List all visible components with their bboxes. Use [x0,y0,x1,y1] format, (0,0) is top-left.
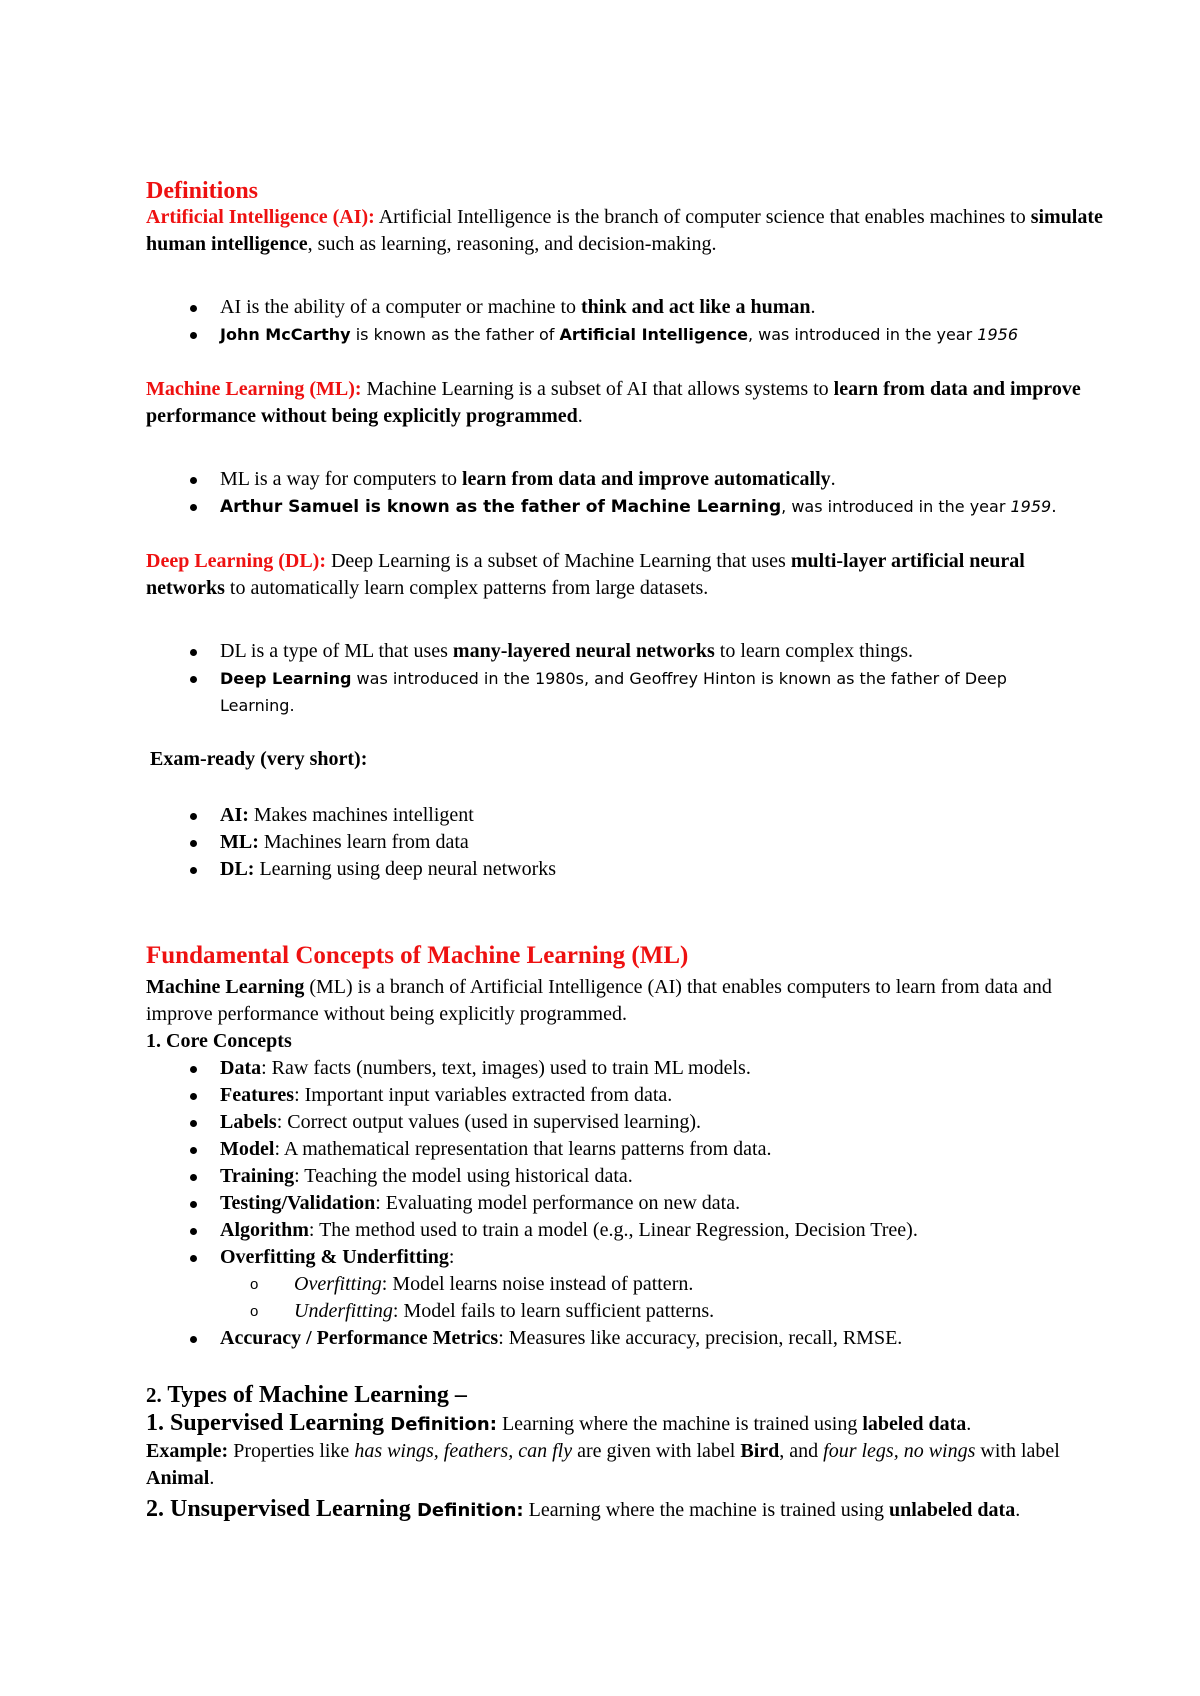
unsupervised-heading: 2. Unsupervised Learning [146,1496,411,1522]
exam-list [146,802,1106,883]
ml-bold: learn from data and improve performance without being explicitly programmed [146,378,1081,427]
core-item [146,1055,1106,1082]
ml-b2-text: , was introduced in the year [781,497,1011,516]
ml-bullet-1 [146,466,1106,493]
dl-text-2: to automatically learn complex patterns from large datasets. [224,577,709,599]
supervised-block [146,1408,1106,1492]
ai-text-2: , such as learning, reasoning, and decision-making. [307,233,717,255]
exam-desc: Makes machines intelligent [248,804,474,826]
core-desc: : Important input variables extracted from data. [294,1084,673,1106]
fundamentals-heading: Fundamental Concepts of Machine Learning (ML) [146,942,689,969]
exam-desc: Learning using deep neural networks [254,858,557,880]
ml-b1-bold: learn from data and improve automatically [461,468,831,490]
core-desc: : Correct output values (used in supervised learning). [276,1111,702,1133]
types-heading [146,1380,1106,1410]
ai-label: Artificial Intelligence (AI): [146,206,375,228]
exam-term: DL: [220,858,255,880]
ai-b2-text-2: , was introduced in the year [747,325,978,344]
dl-bold: multi-layer artificial neural networks [146,550,1025,599]
core-desc: : The method used to train a model (e.g., Linear Regression, Decision Tree). [308,1219,918,1241]
core-item [146,1136,1106,1163]
ml-b1-text: ML is a way for computers to [220,468,462,490]
example-italic-2: four legs, no wings [823,1440,976,1462]
example-text-4: with label [975,1440,1060,1462]
ai-b1-end: . [810,296,816,318]
ai-bullet-1 [146,294,1106,321]
core-item [146,1325,1106,1352]
core-term: Model [220,1138,275,1160]
supervised-heading: 1. Supervised Learning [146,1410,385,1436]
dl-b2-bold: Deep Learning [220,669,352,688]
core-term: Algorithm [220,1219,309,1241]
ml-b2-year: 1959 [1010,497,1052,516]
dl-bullets [146,638,1076,719]
dl-label: Deep Learning (DL): [146,550,326,572]
ai-bold: simulate human intelligence [146,206,1103,255]
definitions-heading: Definitions [146,178,259,204]
ml-b1-end: . [830,468,836,490]
core-concepts-heading: 1. Core Concepts [146,1030,292,1052]
fit-desc: : Model learns noise instead of pattern. [381,1273,694,1295]
unsupervised-def-text: Learning where the machine is trained using [523,1499,890,1521]
ai-bullet-2 [146,321,1106,348]
dl-b1-bold: many-layered neural networks [452,640,715,662]
core-term: Testing/Validation [220,1192,376,1214]
example-text-2: are given with label [572,1440,741,1462]
core-desc: : Teaching the model using historical data. [294,1165,633,1187]
example-label: Example: [146,1440,229,1462]
core-item [146,1082,1106,1109]
fit-term: Overfitting [294,1273,382,1295]
core-term: Data [220,1057,262,1079]
metrics-desc: : Measures like accuracy, precision, recall, RMSE. [498,1327,903,1349]
ml-b2-end: . [1051,497,1057,517]
fit-desc: : Model fails to learn sufficient patterns. [392,1300,715,1322]
ml-label: Machine Learning (ML): [146,378,362,400]
ml-b2-bold: Arthur Samuel is known as the father of Machine Learning [220,497,782,517]
supervised-def-text: Learning where the machine is trained using [496,1413,863,1435]
example-end: . [209,1467,215,1489]
ai-b2-text-1: is known as the father of [350,325,560,344]
ai-b2-bold-1: John McCarthy [220,325,351,344]
dl-b1-text: DL is a type of ML that uses [220,640,453,662]
core-desc: : A mathematical representation that learns patterns from data. [274,1138,772,1160]
exam-item [146,856,1106,883]
core-item [146,1217,1106,1244]
ai-bullets [146,294,1106,348]
ai-b1-text: AI is the ability of a computer or machine to [220,296,582,318]
example-bold-2: Animal [146,1467,210,1489]
ml-paragraph [146,376,1106,430]
unsupervised-block [146,1494,1106,1524]
dl-bullet-2 [146,665,1076,719]
ml-text-1: Machine Learning is a subset of AI that allows systems to [361,378,834,400]
intro-bold: Machine Learning [146,976,305,998]
core-term: Features [220,1084,295,1106]
core-item [146,1163,1106,1190]
ai-paragraph [146,204,1106,258]
ai-b2-year: 1956 [977,325,1018,344]
core-item [146,1190,1106,1217]
core-desc: : Raw facts (numbers, text, images) used to train ML models. [261,1057,751,1079]
exam-desc: Machines learn from data [258,831,469,853]
supervised-def-label: Definition: [384,1414,497,1435]
fit-term: Underfitting [294,1300,393,1322]
ai-b1-bold: think and act like a human [581,296,811,318]
dl-bullet-1 [146,638,1076,665]
dl-b1-end: to learn complex things. [714,640,914,662]
supervised-def-end: . [966,1413,972,1435]
example-bold-1: Bird [740,1440,780,1462]
core-desc: : Evaluating model performance on new data. [375,1192,741,1214]
ml-bullet-2 [146,493,1106,521]
core-item [146,1244,1106,1271]
dl-b2-text: was introduced in the 1980s, and Geoffrey Hinton is known as the father of Deep Learning. [220,669,1007,715]
unsupervised-def-bold: unlabeled data [889,1499,1016,1521]
metrics-term: Accuracy / Performance Metrics [220,1327,499,1349]
ai-text-1: Artificial Intelligence is the branch of computer science that enables machines to [374,206,1031,228]
example-italic-1: has wings, feathers, can fly [354,1440,573,1462]
dl-text-1: Deep Learning is a subset of Machine Learning that uses [325,550,791,572]
supervised-def-bold: labeled data [862,1413,967,1435]
fit-item [146,1298,1106,1325]
ai-b2-bold-2: Artificial Intelligence [559,325,748,344]
unsupervised-def-end: . [1015,1499,1021,1521]
types-title: Types of Machine Learning – [161,1382,467,1408]
core-term: Labels [220,1111,277,1133]
ml-bullets [146,466,1106,521]
core-term: Overfitting & Underfitting [220,1246,449,1268]
exam-heading: Exam-ready (very short): [150,748,368,770]
exam-term: AI: [220,804,249,826]
core-term: Training [220,1165,295,1187]
fundamentals-intro [146,974,1106,1028]
exam-item [146,829,1106,856]
example-text-3: , and [779,1440,824,1462]
core-concepts-list [146,1055,1106,1352]
exam-term: ML: [220,831,259,853]
core-item [146,1109,1106,1136]
exam-item [146,802,1106,829]
intro-text: (ML) is a branch of Artificial Intelligence (AI) that enables computers to learn from data and improve performance without being explicitly programmed. [146,976,1052,1025]
core-desc: : [448,1246,455,1268]
example-text-1: Properties like [228,1440,355,1462]
fit-item [146,1271,1106,1298]
ml-text-2: . [577,405,583,427]
types-number: 2. [146,1383,162,1407]
dl-paragraph [146,548,1106,602]
unsupervised-def-label: Definition: [410,1500,524,1521]
